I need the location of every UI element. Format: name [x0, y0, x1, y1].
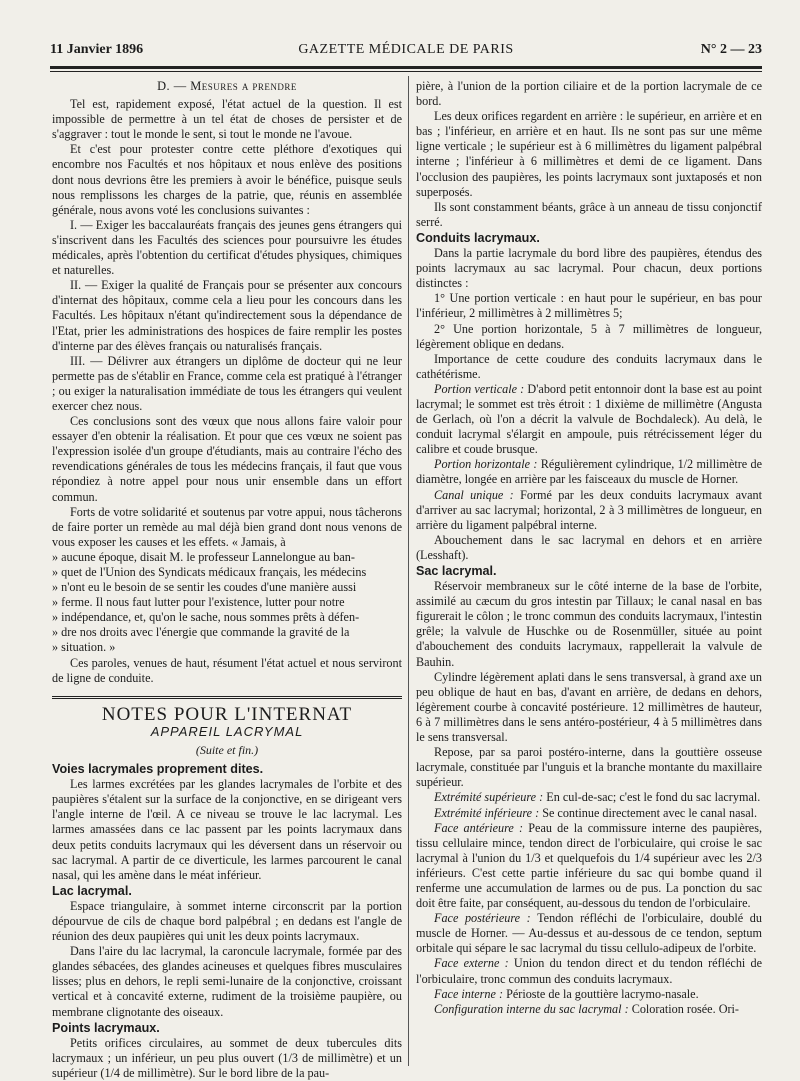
subheading: Sac lacrymal. [416, 564, 497, 578]
paragraph: Ces conclusions sont des vœux que nous allons faire valoir pour essayer d'en obtenir la réalisation. Et pour que ces vœux ne soient pas l'expression isolée d'un groupe d'étudiants, mais au contraire l'écho des revendications générales de tous les médecins français, il faut que vous répondiez à notre appel pour nous unir ensemble dans un effort commun. [52, 414, 402, 504]
paragraph: Ces paroles, venues de haut, résument l'état actuel et nous serviront de ligne de conduite. [52, 655, 402, 685]
paragraph: Forts de votre solidarité et soutenus par votre appui, nous tâcherons de faire porter un remède au mal déjà bien grand dont nous venons de vous exposer les causes et les effets. « Jamais, à [52, 504, 402, 549]
paragraph: Ils sont constamment béants, grâce à un anneau de tissu conjonctif serré. [416, 199, 762, 229]
paragraph [416, 806, 762, 821]
paragraph: Les deux orifices regardent en arrière : le supérieur, en arrière et en bas ; l'inférieur, en arrière et en haut. Ils ne sont pas sur une même ligne verticale ; le supérieur est à 6 millimètres du ligament palpébral interne ; l'inférieur à 6 millimètres et demi de ce ligament. Dans l'occlusion des paupières, les points lacrymaux sont juxtaposés et non superposés. [416, 109, 762, 199]
paragraph [416, 911, 762, 956]
notes-subtitle: APPAREIL LACRYMAL [150, 723, 304, 739]
paragraph-label: Extrémité inférieure : [434, 805, 540, 820]
paragraph [416, 457, 762, 487]
paragraph-text: Régulièrement cylindrique, 1/2 millimètre de diamètre, longée en arrière par les faisceaux du muscle de Horner. [416, 457, 763, 487]
paragraph [416, 821, 762, 912]
paragraph-text: Coloration rosée. Ori- [631, 1001, 739, 1016]
paragraph [416, 488, 762, 533]
paragraph: Repose, par sa paroi postéro-interne, dans la gouttière osseuse lacrymale, constituée par l'unguis et la branche montante du maxillaire supérieur. [416, 745, 762, 790]
quote-block [52, 550, 402, 656]
subheading: Voies lacrymales proprement dites. [52, 762, 264, 777]
header-rule-thick [50, 66, 762, 69]
paragraph-text: Union du tendon direct et du tendon réfléchi de l'orbiculaire, tronc commun des conduits lacrymaux. [416, 956, 763, 986]
notes-title: NOTES POUR L'INTERNAT [101, 703, 353, 725]
paragraph-label: Face externe : [434, 956, 509, 971]
paragraph: I. — Exiger les baccalauréats français des jeunes gens étrangers qui s'inscrivent dans les Facultés des sciences pour poursuivre les études médicales, après l'obtention du certificat d'études physiques, chimiques et naturelles. [52, 217, 402, 278]
paragraph [416, 382, 762, 457]
column-separator [408, 76, 409, 1066]
header-date: 11 Janvier 1896 [50, 42, 144, 57]
paragraph: 1° Une portion verticale : en haut pour le supérieur, en bas pour l'inférieur, 2 millimètres à 2 millimètres 5; [416, 291, 762, 321]
paragraph-text: Formé par les deux conduits lacrymaux avant d'arriver au sac lacrymal; horizontal, 2 à 3 millimètres de longueur, en arrière du ligament palpébral interne. [416, 487, 762, 532]
paragraph-text: Peau de la commissure interne des paupières, tissu cellulaire mince, tendon direct de l'orbiculaire, qui croise le sac lacrymal à l'union du 1/3 et quelquefois du 1/4 supérieur avec les 2/3 inférieurs. C'est cette partie inférieure du sac qui bombe quand il renferme une accumulation de larmes ou de pus. La ponction du sac doit être faite, par conséquent, au-dessous du tendon de l'orbiculaire. [416, 820, 762, 911]
paragraph: Réservoir membraneux sur le côté interne de la base de l'orbite, assimilé au cæcum du gros intestin par Tillaux; le canal nasal en bas figurerait le côlon ; le tronc commun des conduits lacrymaux, l'intestin grêle; la valvule de Huschke ou de Rosenmüller, située au point d'abouchement des conduits lacrymaux, rappellerait la valvule de Bauhin. [416, 579, 762, 669]
paragraph-label: Portion verticale : [434, 381, 525, 396]
paragraph-label: Configuration interne du sac lacrymal : [434, 1001, 629, 1016]
quote-line: » ferme. Il nous faut lutter pour l'existence, lutter pour notre [52, 595, 345, 610]
paragraph: 2° Une portion horizontale, 5 à 7 millimètres de longueur, légèrement oblique en dedans. [416, 321, 762, 351]
left-column [52, 79, 402, 1081]
subheading: Conduits lacrymaux. [416, 230, 540, 245]
paragraph: Abouchement dans le sac lacrymal en dehors et en arrière (Lesshaft). [416, 532, 762, 562]
paragraph-text: Se continue directement avec le canal nasal. [542, 805, 758, 820]
page-header [50, 42, 762, 62]
paragraph: II. — Exiger la qualité de Français pour se présenter aux concours d'internat des hôpitaux, comme cela a lieu pour les concours dans les Facultés. Les hôpitaux n'étant qu'indirectement sous la dépendance de l'Etat, prier les administrations des hospices de faire remplir les postes d'interne par des élèves français ou naturalisés français. [52, 278, 402, 353]
quote-line: » situation. » [52, 640, 116, 655]
paragraph-label: Face antérieure : [434, 820, 524, 835]
paragraph: Espace triangulaire, à sommet interne circonscrit par la portion dépourvue de cils de chaque bord palpébral ; en dedans est l'angle de réunion des deux paupières qui unit les deux points lacrymaux. [52, 898, 402, 944]
paragraph-text: Périoste de la gouttière lacrymo-nasale. [506, 986, 699, 1001]
paragraph: Dans la partie lacrymale du bord libre des paupières, étendus des points lacrymaux au sac lacrymal. Pour chacun, deux portions distinctes : [416, 246, 762, 291]
paragraph: Dans l'aire du lac lacrymal, la caroncule lacrymale, formée par des glandes sébacées, des glandes acineuses et quelques fibres musculaires lisses; plus en dehors, le repli semi-lunaire de la conjonctive, croissant vertical et à concavité externe, rudiment de la troisième paupière, ou membrane clignotante des oiseaux. [52, 944, 402, 1019]
paragraph: Importance de cette coudure des conduits lacrymaux dans le cathétérisme. [416, 351, 762, 381]
paragraph [416, 987, 762, 1002]
right-column [416, 79, 762, 1017]
notes-suite: (Suite et fin.) [195, 742, 259, 757]
paragraph: Les larmes excrétées par les glandes lacrymales de l'orbite et des paupières s'étalent sur la surface de la conjonctive, en se dirigeant vers l'angle interne de l'œil. A ce niveau se trouve le lac lacrymal. Les larmes amassées dans ce lac passent par les points lacrymaux dans deux petits conduits lacrymaux qui les déversent dans un réservoir ou sac lacrymal. A partir de ce diverticule, les larmes parcourent le canal nasal, qui les amène dans le méat inférieur. [52, 777, 402, 882]
paragraph [416, 790, 762, 805]
header-rule-thin [50, 71, 762, 72]
paragraph-label: Face interne : [434, 986, 504, 1001]
paragraph [416, 956, 762, 986]
quote-line: » quet de l'Union des Syndicats médicaux français, les médecins [52, 565, 367, 579]
paragraph-text: Tendon réfléchi de l'orbiculaire, doublé du muscle de Horner. — Au-dessus et au-dessous de ce tendon, septum orbitale qui sépare le sac lacrymal du tissu cellulo-adipeux de l'orbite. [416, 911, 762, 956]
section-title: D. — Mesures a prendre [157, 79, 297, 93]
paragraph: Et c'est pour protester contre cette pléthore d'exotiques qui encombre nos Facultés et nos hôpitaux et nous enlève des positions dont nous devrions être les premiers à avoir le bénéfice, puisque seuls nous remplissons les charges de la patrie, que, réunis en assemblée générale, nous avons voté les conclusions suivantes : [52, 142, 402, 217]
paragraph: Petits orifices circulaires, au sommet de deux tubercules dits lacrymaux ; un inférieur, un peu plus ouvert (1/3 de millimètre) et un supérieur (1/4 de millimètre). Sur le bord libre de la pau- [52, 1035, 402, 1080]
paragraph: Tel est, rapidement exposé, l'état actuel de la question. Il est impossible de permettre à un tel état de choses de persister et de s'aggraver : tout le monde le sent, si tout le monde ne l'avoue. [52, 97, 402, 142]
quote-line: » aucune époque, disait M. le professeur Lannelongue au ban- [52, 549, 355, 564]
quote-line: » n'ont eu le besoin de se sentir les coudes d'une manière aussi [52, 580, 357, 595]
paragraph-text: En cul-de-sac; c'est le fond du sac lacrymal. [546, 790, 761, 805]
paragraph-label: Face postérieure : [434, 911, 531, 926]
paragraph: III. — Délivrer aux étrangers un diplôme de docteur qui ne leur permette pas de s'établir en France, comme cela est pratiqué à l'étranger ; ou exiger la naturalisation immédiate de tous les étrangers qui veulent exercer chez nous. [52, 353, 402, 413]
paragraph [416, 1002, 762, 1017]
subheading: Points lacrymaux. [52, 1020, 160, 1035]
section-divider [52, 696, 402, 699]
quote-line: » indépendance, et, qu'on le sache, nous sommes prêts à défen- [52, 610, 360, 625]
paragraph-label: Extrémité supérieure : [434, 790, 544, 805]
header-page-number: N° 2 — 23 [700, 42, 762, 57]
paragraph-label: Canal unique : [434, 487, 514, 502]
paragraph: pière, à l'union de la portion ciliaire et de la portion lacrymale de ce bord. [416, 79, 762, 109]
subheading: Lac lacrymal. [52, 883, 132, 898]
paragraph-label: Portion horizontale : [434, 457, 538, 472]
quote-line: » dre nos droits avec l'énergie que commande la gravité de la [52, 625, 350, 640]
paragraph-text: D'abord petit entonnoir dont la base est au point lacrymal; le sommet est très étroit : 1 dixième de millimètre (Angusta de Gerlach, où l'on a décrit la valvule de Bochdaleck). Au delà, le conduit lacrymal s'élargit en ampoule, puis rétrécissement léger du calibre et coude brusque. [416, 381, 762, 457]
paragraph: Cylindre légèrement aplati dans le sens transversal, à grand axe un peu oblique de haut en bas, d'avant en arrière, de dedans en dehors, légèrement courbe à concavité postérieure. 12 millimètres de hauteur, 6 à 7 millimètres dans le sens antéro-postérieur, 4 à 5 millimètres dans le sens transversal. [416, 669, 762, 745]
header-title: GAZETTE MÉDICALE DE PARIS [298, 42, 514, 57]
